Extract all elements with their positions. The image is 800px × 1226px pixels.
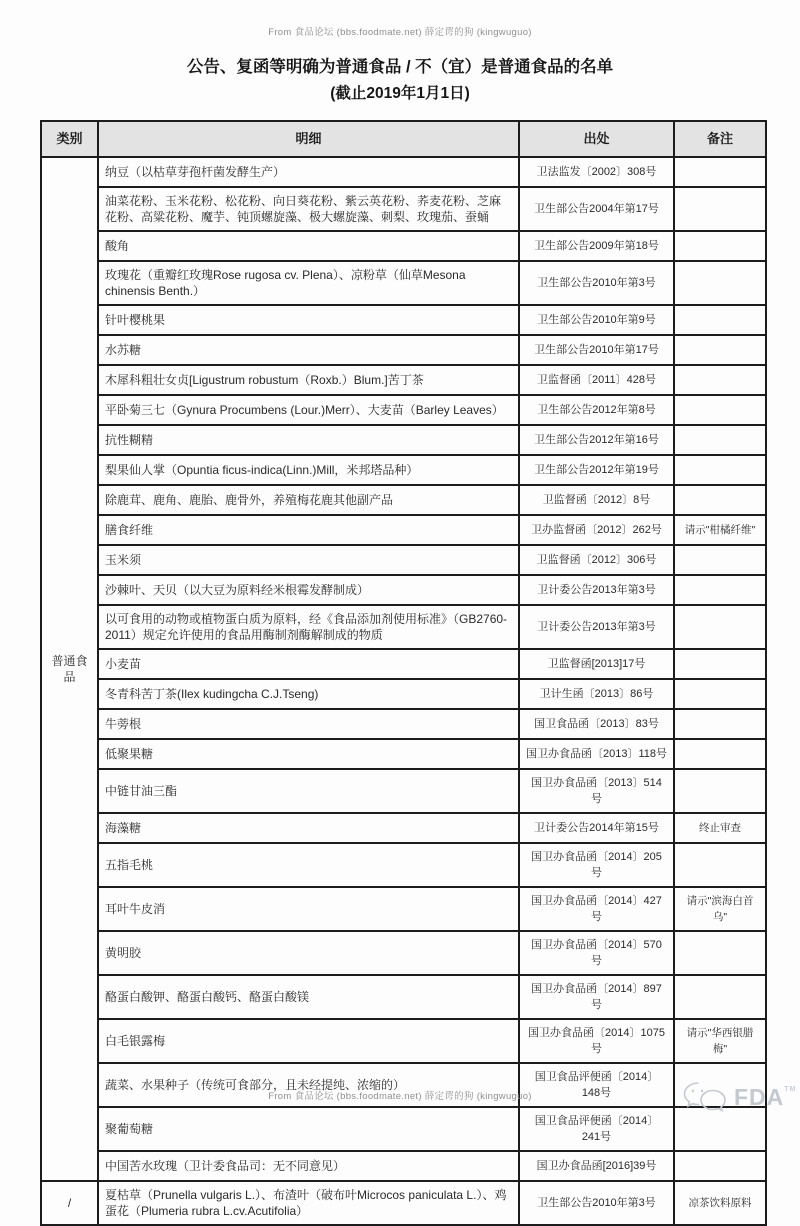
detail-cell: 牛蒡根 <box>98 709 519 739</box>
note-cell <box>674 395 766 425</box>
detail-cell: 水苏糖 <box>98 335 519 365</box>
detail-cell: 冬青科苦丁茶(Ilex kudingcha C.J.Tseng) <box>98 679 519 709</box>
detail-cell: 除鹿茸、鹿角、鹿胎、鹿骨外，养殖梅花鹿其他副产品 <box>98 485 519 515</box>
table-row <box>41 395 766 425</box>
table-row <box>41 1107 766 1151</box>
source-cell: 国卫办食品函〔2014〕570号 <box>519 931 674 975</box>
source-cell: 国卫办食品函〔2014〕427号 <box>519 887 674 931</box>
source-cell: 卫生部公告2010年第3号 <box>519 1181 674 1225</box>
table-row <box>41 545 766 575</box>
table-row <box>41 335 766 365</box>
source-cell: 卫生部公告2010年第17号 <box>519 335 674 365</box>
source-cell: 国卫办食品函[2016]39号 <box>519 1151 674 1181</box>
source-cell: 国卫办食品函〔2014〕897号 <box>519 975 674 1019</box>
note-cell <box>674 931 766 975</box>
source-cell: 卫生部公告2009年第18号 <box>519 231 674 261</box>
note-cell <box>674 975 766 1019</box>
table-row <box>41 261 766 305</box>
detail-cell: 酸角 <box>98 231 519 261</box>
detail-cell: 中国苦水玫瑰（卫计委食品司：无不同意见） <box>98 1151 519 1181</box>
note-cell <box>674 739 766 769</box>
source-cell: 卫监督函〔2012〕306号 <box>519 545 674 575</box>
note-cell <box>674 231 766 261</box>
table-row <box>41 843 766 887</box>
table-row <box>41 1151 766 1181</box>
detail-cell: 夏枯草（Prunella vulgaris L.）、布渣叶（破布叶Microcos paniculata L.）、鸡蛋花（Plumeria rubra L.cv.Acutifolia） <box>98 1181 519 1225</box>
note-cell: 终止审查 <box>674 813 766 843</box>
source-cell: 卫计委公告2013年第3号 <box>519 605 674 649</box>
table-row <box>41 575 766 605</box>
table-row <box>41 365 766 395</box>
source-cell: 国卫办食品函〔2013〕118号 <box>519 739 674 769</box>
detail-cell: 五指毛桃 <box>98 843 519 887</box>
detail-cell: 低聚果糖 <box>98 739 519 769</box>
note-cell <box>674 843 766 887</box>
table-row <box>41 769 766 813</box>
note-cell: 凉茶饮料原料 <box>674 1181 766 1225</box>
detail-cell: 以可食用的动物或植物蛋白质为原料，经《食品添加剂使用标准》（GB2760-2011）规定允许使用的食品用酶制剂酶解制成的物质 <box>98 605 519 649</box>
source-cell: 卫监督函〔2012〕8号 <box>519 485 674 515</box>
detail-cell: 耳叶牛皮消 <box>98 887 519 931</box>
detail-cell: 聚葡萄糖 <box>98 1107 519 1151</box>
table-row <box>41 605 766 649</box>
note-cell <box>674 1151 766 1181</box>
detail-cell: 平卧菊三七（Gynura Procumbens (Lour.)Merr）、大麦苗（Barley Leaves） <box>98 395 519 425</box>
detail-cell: 小麦苗 <box>98 649 519 679</box>
detail-cell: 蔬菜、水果种子（传统可食部分，且未经提纯、浓缩的） <box>98 1063 519 1107</box>
source-cell: 卫生部公告2010年第3号 <box>519 261 674 305</box>
source-cell: 国卫办食品函〔2014〕1075号 <box>519 1019 674 1063</box>
table-row <box>41 455 766 485</box>
detail-cell: 针叶樱桃果 <box>98 305 519 335</box>
note-cell <box>674 485 766 515</box>
note-cell <box>674 545 766 575</box>
detail-cell: 抗性糊精 <box>98 425 519 455</box>
table-row <box>41 813 766 843</box>
note-cell <box>674 575 766 605</box>
note-cell <box>674 769 766 813</box>
table-row <box>41 1181 766 1225</box>
note-cell <box>674 605 766 649</box>
table-row <box>41 231 766 261</box>
table-row <box>41 515 766 545</box>
watermark-top: From 食品论坛 (bbs.foodmate.net) 薛定谔的狗 (kingwuguo) <box>268 27 532 38</box>
source-cell: 卫生部公告2010年第9号 <box>519 305 674 335</box>
table-header-row <box>41 121 766 157</box>
table-row <box>41 649 766 679</box>
page-title: 公告、复函等明确为普通食品 / 不（宜）是普通食品的名单 <box>186 58 614 76</box>
detail-cell: 玉米须 <box>98 545 519 575</box>
source-cell: 卫生部公告2012年第16号 <box>519 425 674 455</box>
detail-cell: 玫瑰花（重瓣红玫瑰Rose rugosa cv. Plena）、凉粉草（仙草Mesona chinensis Benth.） <box>98 261 519 305</box>
source-cell: 卫生部公告2012年第19号 <box>519 455 674 485</box>
detail-cell: 梨果仙人掌（Opuntia ficus-indica(Linn.)Mill，米邦塔品种） <box>98 455 519 485</box>
category-cell: 普通食品 <box>41 157 98 1181</box>
detail-cell: 纳豆（以枯草芽孢杆菌发酵生产） <box>98 157 519 187</box>
table-row <box>41 739 766 769</box>
table-row <box>41 485 766 515</box>
note-cell <box>674 455 766 485</box>
table-row <box>41 679 766 709</box>
source-cell: 卫法监发〔2002〕308号 <box>519 157 674 187</box>
note-cell <box>674 261 766 305</box>
category-cell: / <box>41 1181 98 1225</box>
fda-logo-text: FDA™ <box>734 1083 797 1110</box>
watermark-bottom: From 食品论坛 (bbs.foodmate.net) 薛定谔的狗 (kingwuguo) <box>268 1091 532 1102</box>
detail-cell: 沙棘叶、天贝（以大豆为原料经米根霉发酵制成） <box>98 575 519 605</box>
source-cell: 卫计委公告2013年第3号 <box>519 575 674 605</box>
source-cell: 国卫办食品函〔2014〕205号 <box>519 843 674 887</box>
note-cell: 请示"滨海白首乌" <box>674 887 766 931</box>
note-cell <box>674 157 766 187</box>
source-cell: 卫监督函[2013]17号 <box>519 649 674 679</box>
column-header-detail: 明细 <box>98 121 519 157</box>
table-row <box>41 887 766 931</box>
table-row <box>41 931 766 975</box>
table-row <box>41 187 766 231</box>
note-cell: 请示"华西银腊梅" <box>674 1019 766 1063</box>
detail-cell: 中链甘油三酯 <box>98 769 519 813</box>
source-cell: 卫办监督函〔2012〕262号 <box>519 515 674 545</box>
note-cell <box>674 709 766 739</box>
source-cell: 国卫办食品函〔2013〕514号 <box>519 769 674 813</box>
food-list-table <box>40 120 767 1226</box>
source-cell: 国卫食品评便函〔2014〕241号 <box>519 1107 674 1151</box>
table-body <box>41 157 766 1225</box>
column-header-note: 备注 <box>674 121 766 157</box>
note-cell <box>674 305 766 335</box>
note-cell <box>674 649 766 679</box>
note-cell <box>674 187 766 231</box>
column-header-source: 出处 <box>519 121 674 157</box>
table-row <box>41 975 766 1019</box>
detail-cell: 海藻糖 <box>98 813 519 843</box>
column-header-category: 类别 <box>41 121 98 157</box>
detail-cell: 膳食纤维 <box>98 515 519 545</box>
page-subtitle: (截止2019年1月1日) <box>330 85 470 102</box>
table-row <box>41 709 766 739</box>
note-cell <box>674 425 766 455</box>
source-cell: 卫监督函〔2011〕428号 <box>519 365 674 395</box>
source-cell: 国卫食品评便函〔2014〕148号 <box>519 1063 674 1107</box>
source-cell: 国卫食品函〔2013〕83号 <box>519 709 674 739</box>
source-cell: 卫生部公告2012年第8号 <box>519 395 674 425</box>
source-cell: 卫生部公告2004年第17号 <box>519 187 674 231</box>
table-row <box>41 425 766 455</box>
note-cell <box>674 335 766 365</box>
detail-cell: 木犀科粗壮女贞[Ligustrum robustum（Roxb.）Blum.]苦丁茶 <box>98 365 519 395</box>
table-row <box>41 1019 766 1063</box>
note-cell: 请示"柑橘纤维" <box>674 515 766 545</box>
detail-cell: 酪蛋白酸钾、酪蛋白酸钙、酪蛋白酸镁 <box>98 975 519 1019</box>
table-row <box>41 157 766 187</box>
trademark-symbol: TM <box>784 1085 797 1093</box>
note-cell <box>674 679 766 709</box>
table-row <box>41 305 766 335</box>
source-cell: 卫计生函〔2013〕86号 <box>519 679 674 709</box>
note-cell <box>674 365 766 395</box>
detail-cell: 黄明胶 <box>98 931 519 975</box>
detail-cell: 白毛银露梅 <box>98 1019 519 1063</box>
detail-cell: 油菜花粉、玉米花粉、松花粉、向日葵花粉、紫云英花粉、荞麦花粉、芝麻花粉、高粱花粉、魔芋、钝顶螺旋藻、极大螺旋藻、刺梨、玫瑰茄、蚕蛹 <box>98 187 519 231</box>
source-cell: 卫计委公告2014年第15号 <box>519 813 674 843</box>
